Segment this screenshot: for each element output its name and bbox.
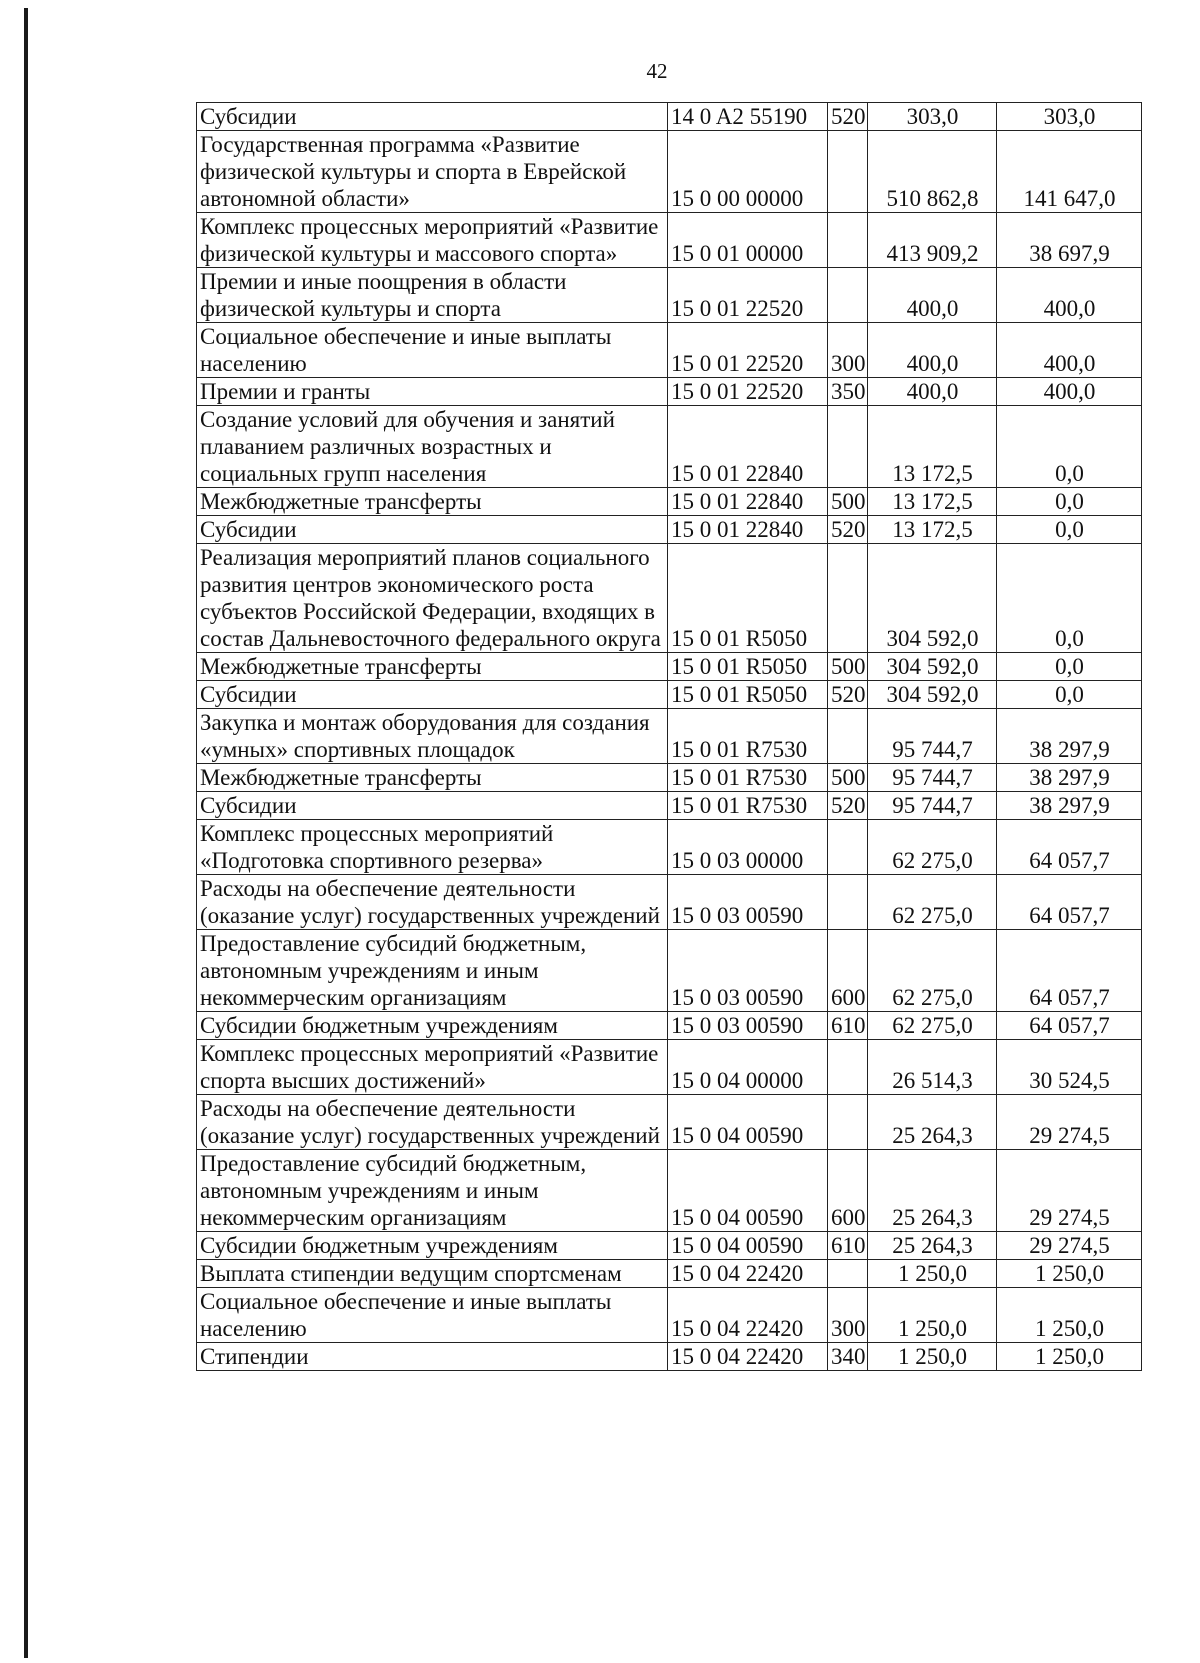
cell-expense-type: 600 bbox=[828, 1150, 868, 1232]
cell-target-code: 15 0 01 R5050 bbox=[668, 681, 828, 709]
cell-expense-type: 300 bbox=[828, 323, 868, 378]
table-row bbox=[197, 1012, 1142, 1040]
cell-target-code: 15 0 00 00000 bbox=[668, 131, 828, 213]
cell-name: Субсидии bbox=[197, 516, 668, 544]
page-number: 42 bbox=[646, 59, 668, 83]
cell-amount-1: 510 862,8 bbox=[868, 131, 997, 213]
table-row bbox=[197, 268, 1142, 323]
cell-target-code: 15 0 03 00000 bbox=[668, 820, 828, 875]
cell-name: Государственная программа «Развитие физической культуры и спорта в Еврейской автономной области» bbox=[197, 131, 668, 213]
cell-amount-2: 38 297,9 bbox=[997, 792, 1142, 820]
cell-expense-type: 520 bbox=[828, 103, 868, 131]
cell-target-code: 15 0 04 22420 bbox=[668, 1288, 828, 1343]
cell-name: Комплекс процессных мероприятий «Развитие физической культуры и массового спорта» bbox=[197, 213, 668, 268]
cell-expense-type: 600 bbox=[828, 930, 868, 1012]
cell-amount-2: 29 274,5 bbox=[997, 1232, 1142, 1260]
cell-amount-1: 25 264,3 bbox=[868, 1150, 997, 1232]
cell-name: Закупка и монтаж оборудования для создания «умных» спортивных площадок bbox=[197, 709, 668, 764]
cell-expense-type bbox=[828, 1040, 868, 1095]
cell-expense-type bbox=[828, 213, 868, 268]
cell-amount-1: 95 744,7 bbox=[868, 764, 997, 792]
budget-table-body bbox=[197, 103, 1142, 1371]
cell-name: Премии и иные поощрения в области физической культуры и спорта bbox=[197, 268, 668, 323]
cell-name: Создание условий для обучения и занятий плаванием различных возрастных и социальных групп населения bbox=[197, 406, 668, 488]
cell-amount-2: 0,0 bbox=[997, 544, 1142, 653]
cell-amount-1: 1 250,0 bbox=[868, 1288, 997, 1343]
table-row bbox=[197, 131, 1142, 213]
cell-amount-2: 29 274,5 bbox=[997, 1150, 1142, 1232]
budget-table bbox=[196, 102, 1142, 1371]
cell-amount-2: 0,0 bbox=[997, 516, 1142, 544]
cell-name: Премии и гранты bbox=[197, 378, 668, 406]
cell-name: Комплекс процессных мероприятий «Подготовка спортивного резерва» bbox=[197, 820, 668, 875]
cell-expense-type bbox=[828, 544, 868, 653]
cell-expense-type: 500 bbox=[828, 764, 868, 792]
cell-expense-type: 520 bbox=[828, 681, 868, 709]
table-row bbox=[197, 488, 1142, 516]
cell-amount-1: 400,0 bbox=[868, 323, 997, 378]
cell-target-code: 15 0 01 00000 bbox=[668, 213, 828, 268]
cell-target-code: 15 0 04 00590 bbox=[668, 1095, 828, 1150]
cell-amount-2: 64 057,7 bbox=[997, 820, 1142, 875]
cell-expense-type bbox=[828, 1260, 868, 1288]
table-row bbox=[197, 1095, 1142, 1150]
table-row bbox=[197, 378, 1142, 406]
cell-target-code: 15 0 01 22840 bbox=[668, 516, 828, 544]
cell-amount-2: 1 250,0 bbox=[997, 1260, 1142, 1288]
cell-target-code: 15 0 01 R5050 bbox=[668, 653, 828, 681]
cell-target-code: 14 0 A2 55190 bbox=[668, 103, 828, 131]
cell-target-code: 15 0 04 00590 bbox=[668, 1232, 828, 1260]
cell-amount-1: 304 592,0 bbox=[868, 681, 997, 709]
cell-amount-1: 62 275,0 bbox=[868, 1012, 997, 1040]
cell-expense-type: 300 bbox=[828, 1288, 868, 1343]
cell-target-code: 15 0 04 00000 bbox=[668, 1040, 828, 1095]
cell-amount-1: 13 172,5 bbox=[868, 516, 997, 544]
cell-amount-1: 304 592,0 bbox=[868, 653, 997, 681]
cell-target-code: 15 0 03 00590 bbox=[668, 1012, 828, 1040]
cell-name: Субсидии бюджетным учреждениям bbox=[197, 1012, 668, 1040]
cell-expense-type: 520 bbox=[828, 516, 868, 544]
table-row bbox=[197, 1343, 1142, 1371]
cell-amount-2: 38 697,9 bbox=[997, 213, 1142, 268]
cell-amount-2: 1 250,0 bbox=[997, 1343, 1142, 1371]
cell-expense-type bbox=[828, 709, 868, 764]
cell-amount-1: 25 264,3 bbox=[868, 1232, 997, 1260]
cell-expense-type bbox=[828, 875, 868, 930]
cell-amount-2: 0,0 bbox=[997, 681, 1142, 709]
cell-amount-1: 1 250,0 bbox=[868, 1343, 997, 1371]
cell-name: Межбюджетные трансферты bbox=[197, 653, 668, 681]
table-row bbox=[197, 516, 1142, 544]
table-row bbox=[197, 820, 1142, 875]
table-row bbox=[197, 930, 1142, 1012]
table-row bbox=[197, 406, 1142, 488]
cell-amount-1: 413 909,2 bbox=[868, 213, 997, 268]
cell-expense-type: 500 bbox=[828, 653, 868, 681]
cell-name: Межбюджетные трансферты bbox=[197, 764, 668, 792]
cell-name: Реализация мероприятий планов социального развития центров экономического роста субъектов Российской Федерации, входящих в состав Дальневосточного федерального округа bbox=[197, 544, 668, 653]
table-row bbox=[197, 875, 1142, 930]
cell-target-code: 15 0 03 00590 bbox=[668, 930, 828, 1012]
cell-name: Субсидии bbox=[197, 681, 668, 709]
cell-amount-2: 0,0 bbox=[997, 406, 1142, 488]
cell-expense-type: 500 bbox=[828, 488, 868, 516]
cell-amount-2: 400,0 bbox=[997, 323, 1142, 378]
cell-amount-1: 95 744,7 bbox=[868, 792, 997, 820]
cell-expense-type bbox=[828, 406, 868, 488]
cell-target-code: 15 0 01 R7530 bbox=[668, 792, 828, 820]
cell-amount-2: 141 647,0 bbox=[997, 131, 1142, 213]
cell-amount-2: 64 057,7 bbox=[997, 930, 1142, 1012]
cell-amount-2: 400,0 bbox=[997, 268, 1142, 323]
table-row bbox=[197, 1040, 1142, 1095]
cell-expense-type: 520 bbox=[828, 792, 868, 820]
cell-amount-1: 303,0 bbox=[868, 103, 997, 131]
cell-target-code: 15 0 04 22420 bbox=[668, 1343, 828, 1371]
page-binding-line bbox=[24, 8, 28, 1658]
cell-amount-2: 303,0 bbox=[997, 103, 1142, 131]
cell-amount-2: 0,0 bbox=[997, 653, 1142, 681]
table-row bbox=[197, 1232, 1142, 1260]
cell-amount-1: 304 592,0 bbox=[868, 544, 997, 653]
table-row bbox=[197, 323, 1142, 378]
cell-amount-1: 400,0 bbox=[868, 378, 997, 406]
cell-target-code: 15 0 01 22840 bbox=[668, 406, 828, 488]
cell-name: Межбюджетные трансферты bbox=[197, 488, 668, 516]
cell-target-code: 15 0 03 00590 bbox=[668, 875, 828, 930]
cell-name: Субсидии bbox=[197, 103, 668, 131]
cell-target-code: 15 0 01 R7530 bbox=[668, 764, 828, 792]
cell-name: Расходы на обеспечение деятельности (оказание услуг) государственных учреждений bbox=[197, 875, 668, 930]
table-row bbox=[197, 792, 1142, 820]
table-row bbox=[197, 103, 1142, 131]
cell-amount-2: 1 250,0 bbox=[997, 1288, 1142, 1343]
cell-name: Предоставление субсидий бюджетным, автономным учреждениям и иным некоммерческим организациям bbox=[197, 930, 668, 1012]
cell-amount-1: 13 172,5 bbox=[868, 406, 997, 488]
cell-target-code: 15 0 01 22520 bbox=[668, 268, 828, 323]
cell-expense-type bbox=[828, 1095, 868, 1150]
cell-name: Комплекс процессных мероприятий «Развитие спорта высших достижений» bbox=[197, 1040, 668, 1095]
cell-amount-2: 38 297,9 bbox=[997, 709, 1142, 764]
cell-expense-type bbox=[828, 131, 868, 213]
table-row bbox=[197, 1288, 1142, 1343]
cell-expense-type: 350 bbox=[828, 378, 868, 406]
table-row bbox=[197, 653, 1142, 681]
cell-amount-1: 62 275,0 bbox=[868, 930, 997, 1012]
table-row bbox=[197, 544, 1142, 653]
table-row bbox=[197, 709, 1142, 764]
table-row bbox=[197, 1150, 1142, 1232]
cell-amount-1: 13 172,5 bbox=[868, 488, 997, 516]
cell-name: Субсидии bbox=[197, 792, 668, 820]
cell-amount-2: 0,0 bbox=[997, 488, 1142, 516]
cell-amount-2: 400,0 bbox=[997, 378, 1142, 406]
cell-amount-2: 29 274,5 bbox=[997, 1095, 1142, 1150]
cell-expense-type bbox=[828, 268, 868, 323]
cell-target-code: 15 0 01 R5050 bbox=[668, 544, 828, 653]
cell-amount-2: 64 057,7 bbox=[997, 875, 1142, 930]
cell-name: Предоставление субсидий бюджетным, автономным учреждениям и иным некоммерческим организациям bbox=[197, 1150, 668, 1232]
cell-target-code: 15 0 04 00590 bbox=[668, 1150, 828, 1232]
cell-amount-2: 38 297,9 bbox=[997, 764, 1142, 792]
cell-amount-1: 1 250,0 bbox=[868, 1260, 997, 1288]
cell-name: Субсидии бюджетным учреждениям bbox=[197, 1232, 668, 1260]
cell-amount-2: 30 524,5 bbox=[997, 1040, 1142, 1095]
cell-target-code: 15 0 01 22840 bbox=[668, 488, 828, 516]
cell-expense-type: 340 bbox=[828, 1343, 868, 1371]
cell-amount-1: 62 275,0 bbox=[868, 820, 997, 875]
table-row bbox=[197, 764, 1142, 792]
cell-amount-1: 95 744,7 bbox=[868, 709, 997, 764]
cell-name: Социальное обеспечение и иные выплаты населению bbox=[197, 1288, 668, 1343]
cell-target-code: 15 0 04 22420 bbox=[668, 1260, 828, 1288]
cell-target-code: 15 0 01 22520 bbox=[668, 323, 828, 378]
cell-name: Выплата стипендии ведущим спортсменам bbox=[197, 1260, 668, 1288]
cell-amount-1: 26 514,3 bbox=[868, 1040, 997, 1095]
cell-expense-type: 610 bbox=[828, 1232, 868, 1260]
cell-amount-1: 25 264,3 bbox=[868, 1095, 997, 1150]
cell-target-code: 15 0 01 22520 bbox=[668, 378, 828, 406]
table-row bbox=[197, 1260, 1142, 1288]
cell-expense-type: 610 bbox=[828, 1012, 868, 1040]
cell-amount-1: 62 275,0 bbox=[868, 875, 997, 930]
cell-amount-1: 400,0 bbox=[868, 268, 997, 323]
cell-name: Социальное обеспечение и иные выплаты населению bbox=[197, 323, 668, 378]
cell-target-code: 15 0 01 R7530 bbox=[668, 709, 828, 764]
cell-expense-type bbox=[828, 820, 868, 875]
table-row bbox=[197, 681, 1142, 709]
cell-name: Стипендии bbox=[197, 1343, 668, 1371]
table-row bbox=[197, 213, 1142, 268]
cell-name: Расходы на обеспечение деятельности (оказание услуг) государственных учреждений bbox=[197, 1095, 668, 1150]
cell-amount-2: 64 057,7 bbox=[997, 1012, 1142, 1040]
